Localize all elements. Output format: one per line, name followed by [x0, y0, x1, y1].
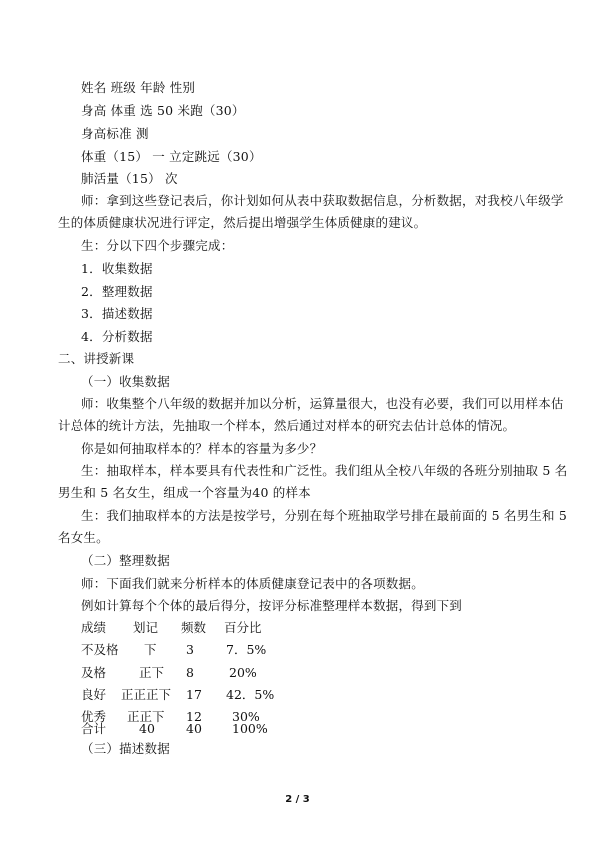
table-cell: 20% — [229, 665, 257, 680]
text-line: 生：抽取样本，样本要具有代表性和广泛性。我们组从全校八年级的各班分别抽取 5 名 — [81, 463, 568, 478]
text-line: 3．描述数据 — [81, 306, 153, 321]
text-line: 2．整理数据 — [81, 284, 153, 299]
text-line: 4．分析数据 — [81, 329, 153, 344]
table-cell: 合计 — [81, 721, 107, 736]
text-line: 姓名 班级 年龄 性别 — [81, 80, 196, 95]
text-line: 男生和 5 名女生，组成一个容量为40 的样本 — [58, 485, 311, 500]
table-cell: 8 — [186, 665, 194, 680]
table-cell: 100% — [232, 721, 268, 736]
table-header-cell: 频数 — [181, 620, 207, 635]
table-cell: 42．5% — [226, 687, 275, 702]
text-line: 肺活量（15） 次 — [81, 171, 178, 186]
text-line: 师：下面我们就来分析样本的体质健康登记表中的各项数据。 — [81, 576, 424, 591]
table-cell: 7．5% — [226, 642, 267, 657]
table-cell: 不及格 — [81, 642, 119, 657]
text-line: 身高标准 测 — [81, 126, 149, 141]
table-cell: 40 — [186, 721, 202, 736]
text-line: 身高 体重 选 50 米跑（30） — [81, 103, 245, 118]
table-cell: 40 — [139, 721, 155, 736]
section-heading-describe: （三）描述数据 — [81, 741, 170, 756]
text-line: 体重（15） 一 立定跳远（30） — [81, 149, 262, 164]
table-cell: 优秀 — [81, 709, 107, 724]
text-line: 名女生。 — [58, 530, 109, 545]
table-cell: 良好 — [81, 687, 107, 702]
page-number: 2 / 3 — [285, 794, 310, 805]
text-line: 你是如何抽取样本的？样本的容量为多少？ — [81, 441, 323, 456]
text-line: 师：收集整个八年级的数据并加以分析，运算量很大，也没有必要，我们可以用样本估 — [81, 396, 564, 411]
table-cell: 30% — [232, 709, 260, 724]
table-header-cell: 成绩 — [81, 620, 107, 635]
table-cell: 下 — [144, 642, 157, 657]
table-cell: 及格 — [81, 665, 107, 680]
table-cell: 3 — [186, 642, 194, 657]
text-line: （一）收集数据 — [81, 374, 170, 389]
text-line: 生：分以下四个步骤完成： — [81, 238, 234, 253]
text-line: （二）整理数据 — [81, 553, 170, 568]
text-line: 师：拿到这些登记表后，你计划如何从表中获取数据信息，分析数据，对我校八年级学 — [81, 193, 564, 208]
table-header-cell: 百分比 — [224, 620, 262, 635]
table-cell: 正正正下 — [121, 687, 172, 702]
table-header-cell: 划记 — [133, 620, 159, 635]
table-cell: 12 — [186, 709, 202, 724]
table-cell: 正下 — [139, 665, 165, 680]
text-line: 二、讲授新课 — [58, 351, 135, 366]
table-cell: 17 — [186, 687, 202, 702]
table-cell: 正正下 — [127, 709, 165, 724]
text-line: 生：我们抽取样本的方法是按学号，分别在每个班抽取学号排在最前面的 5 名男生和 5 — [81, 508, 568, 523]
text-line: 生的体质健康状况进行评定，然后提出增强学生体质健康的建议。 — [58, 215, 427, 230]
text-line: 计总体的统计方法，先抽取一个样本，然后通过对样本的研究去估计总体的情况。 — [58, 418, 516, 433]
text-line: 例如计算每个个体的最后得分，按评分标准整理样本数据，得到下到 — [81, 598, 463, 613]
text-line: 1．收集数据 — [81, 261, 153, 276]
